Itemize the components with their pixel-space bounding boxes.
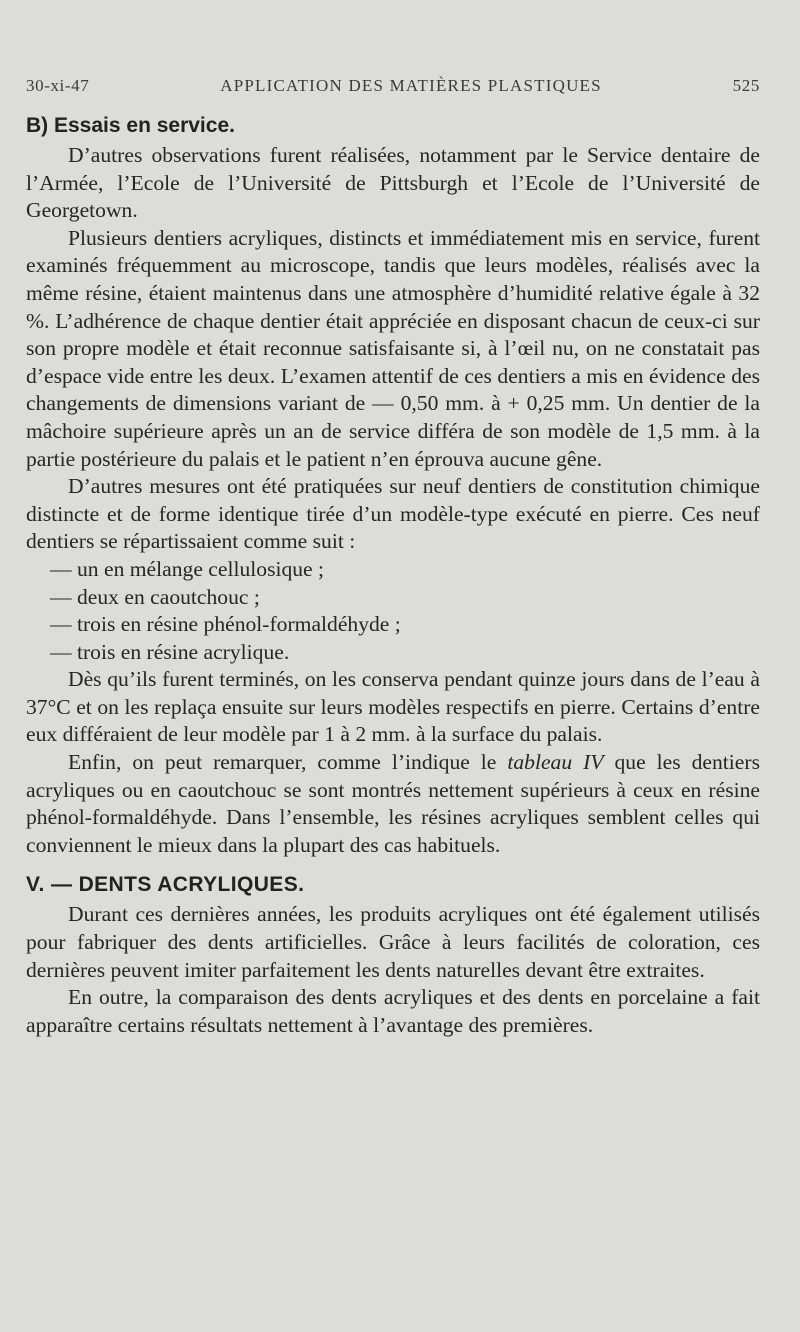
paragraph: Dès qu’ils furent terminés, on les conserva pendant quinze jours dans de l’eau à 37°C et on les replaça ensuite sur leurs modèles respectifs en pierre. Certains d’entre eux différaient de leur modèle par 1 à 2 mm. à la surface du palais. [26, 667, 760, 747]
header-date: 30-xi-47 [26, 76, 90, 95]
paragraph: D’autres observations furent réalisées, notamment par le Service dentaire de l’Armée, l’Ecole de l’Université de Pittsburgh et l’Ecole de l’Université de Georgetown. [26, 143, 760, 223]
page-number: 525 [732, 76, 760, 95]
paragraph: Durant ces dernières années, les produits acryliques ont été également utilisés pour fabriquer des dents artificielles. Grâce à leurs facilités de coloration, ces dernières peuvent imiter parfaitement les dents naturelles devant être extraites. [26, 902, 760, 982]
table-reference: tableau IV [507, 750, 604, 775]
paragraph-text: Enfin, on peut remarquer, comme l’indique le [68, 750, 508, 775]
paragraph: Plusieurs dentiers acryliques, distincts et immédiatement mis en service, furent examinés fréquemment au microscope, tandis que leurs modèles, réalisés avec la même résine, étaient maintenus dans une atmosphère d’humidité relative égale à 32 %. L’adhérence de chaque dentier était appréciée en disposant chacun de ceux-ci sur son propre modèle et était reconnue satisfaisante si, à l’œil nu, on ne constatait pas d’espace vide entre les deux. L’examen attentif de ces dentiers a mis en évidence des changements de dimensions variant de — 0,50 mm. à + 0,25 mm. Un dentier de la mâchoire supérieure après un an de service différa de son modèle de 1,5 mm. à la partie postérieure du palais et le patient n’en éprouva aucune gêne. [26, 225, 760, 471]
running-header [26, 76, 760, 96]
paragraph: En outre, la comparaison des dents acryliques et des dents en porcelaine a fait apparaître certains résultats nettement à l’avantage des premières. [26, 985, 760, 1037]
paragraph-text: que les dentiers acryliques ou en caoutchouc se sont montrés nettement supérieurs à ceux en résine phénol-formaldéhyde. Dans l’ensemble, les résines acryliques semblent celles qui conviennent le mieux dans la plupart des cas habituels. [26, 750, 760, 857]
section-b-heading: B) Essais en service. [26, 114, 235, 137]
list-item: — trois en résine acrylique. [50, 639, 290, 664]
paragraph [26, 749, 760, 859]
list-item: — deux en caoutchouc ; [50, 584, 260, 609]
paragraph: D’autres mesures ont été pratiquées sur neuf dentiers de constitution chimique distincte et de forme identique tirée d’un modèle-type exécuté en pierre. Ces neuf dentiers se répartissaient comme suit : [26, 474, 760, 554]
header-title: APPLICATION DES MATIÈRES PLASTIQUES [220, 76, 602, 95]
section-v-heading: V. — DENTS ACRYLIQUES. [26, 873, 305, 897]
list-item: — un en mélange cellulosique ; [50, 556, 325, 581]
list-item: — trois en résine phénol-formaldéhyde ; [50, 612, 401, 637]
